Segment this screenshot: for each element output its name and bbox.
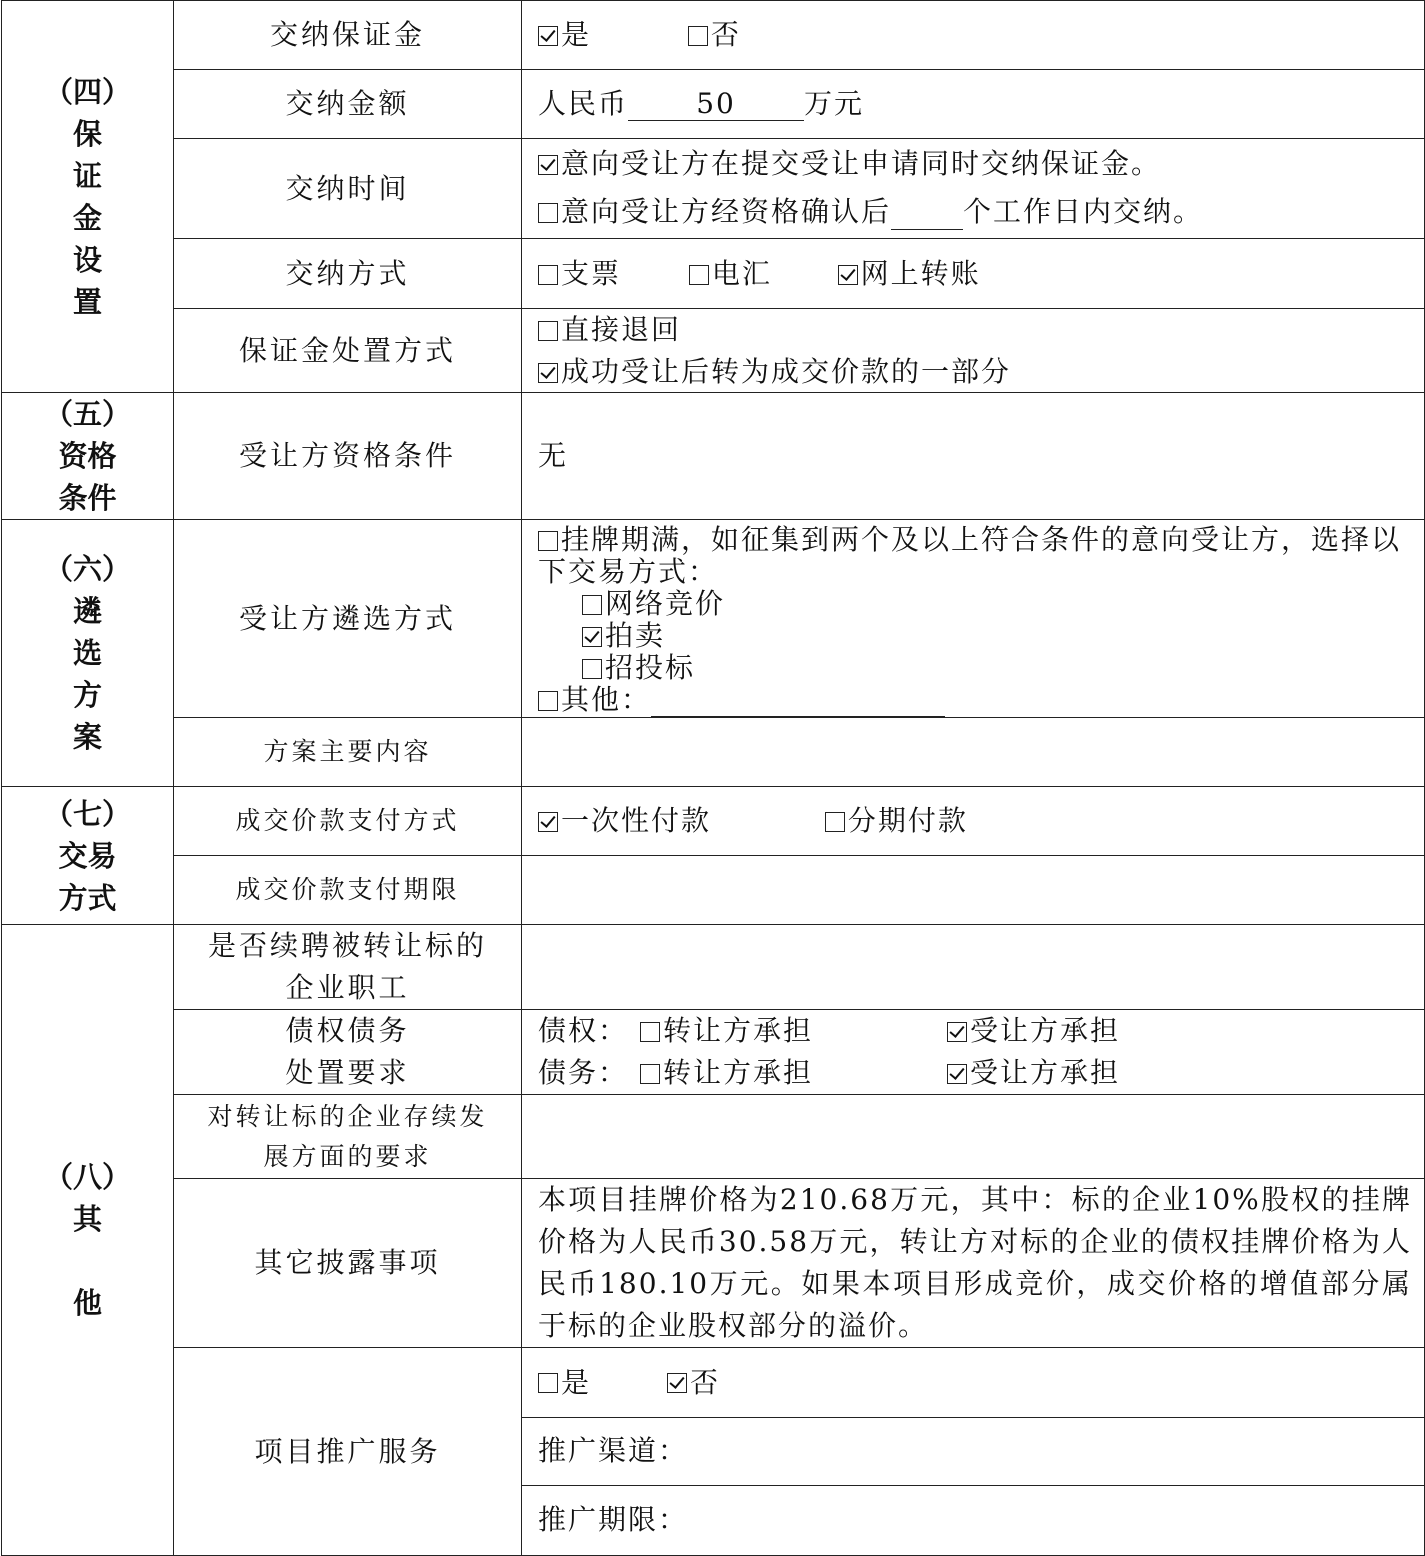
listing-expiry-text: 挂牌期满，如征集到两个及以上符合条件的意向受让方，选择以下交易方式： [538,523,1402,588]
promotion-service-label: 项目推广服务 [174,1348,522,1556]
checkbox-unchecked-icon[interactable] [538,691,558,711]
option-no: 否 [690,1366,721,1400]
deposit-amount-label: 交纳金额 [174,70,522,139]
selection-method-label: 受让方遴选方式 [174,520,522,718]
plan-content-value [522,718,1425,787]
debt-transferor-option: 转让方承担 [663,1056,814,1089]
debt-transferee-option: 受让方承担 [970,1056,1121,1089]
option-installment: 分期付款 [847,804,968,838]
days-blank [891,195,963,230]
checkbox-unchecked-icon[interactable] [538,531,558,551]
option-other: 其他： [561,683,652,716]
deposit-amount-value [522,70,1425,139]
checkbox-unchecked-icon[interactable] [582,595,602,615]
continuity-requirement-value [522,1095,1425,1179]
promotion-period-row [522,1486,1424,1554]
checkbox-unchecked-icon[interactable] [688,26,708,46]
checkbox-unchecked-icon[interactable] [640,1064,660,1084]
promotion-service-value [522,1348,1425,1556]
deposit-time-label: 交纳时间 [174,139,522,239]
continuity-requirement-label: 对转让标的企业存续发 展方面的要求 [174,1095,522,1179]
checkbox-checked-icon[interactable] [538,812,558,832]
section7-title: （七） 交易 方式 [2,787,174,925]
checkbox-unchecked-icon[interactable] [825,812,845,832]
section8-title: （八） 其 他 [2,925,174,1556]
employee-retention-value [522,925,1425,1010]
checkbox-unchecked-icon[interactable] [640,1022,660,1042]
debt-disposal-label: 债权债务 处置要求 [174,1010,522,1095]
deposit-method-value [522,239,1425,309]
option-after-qualification: 意向受让方经资格确认后 [561,195,892,228]
option-online-bidding: 网络竞价 [605,587,726,620]
qualification-value: 无 [522,393,1425,520]
employee-retention-label: 是否续聘被转让标的 企业职工 [174,925,522,1010]
promotion-choice-row [522,1350,1424,1418]
deposit-method-label: 交纳方式 [174,239,522,309]
claim-label: 债权： [538,1014,629,1047]
checkbox-checked-icon[interactable] [538,155,558,175]
option-refund: 直接退回 [561,312,682,346]
checkbox-checked-icon[interactable] [538,26,558,46]
qualification-label: 受让方资格条件 [174,393,522,520]
option-convert-to-price: 成功受让后转为成交价款的一部分 [561,354,1012,388]
deposit-time-value [522,139,1425,239]
debt-label: 债务： [538,1056,629,1089]
deposit-required-label: 交纳保证金 [174,1,522,70]
option-auction: 拍卖 [605,619,666,652]
checkbox-checked-icon[interactable] [947,1022,967,1042]
deposit-disposal-value [522,309,1425,393]
checkbox-checked-icon[interactable] [582,627,602,647]
payment-method-value [522,787,1425,856]
disclosure-table [1,0,1425,1556]
other-blank [651,684,945,717]
option-lump-sum: 一次性付款 [561,804,712,838]
deposit-required-value [522,1,1425,70]
checkbox-checked-icon[interactable] [838,265,858,285]
promotion-channel-row [522,1418,1424,1486]
option-cheque: 支票 [561,256,622,290]
section6-title: （六） 遴 选 方 案 [2,520,174,787]
option-with-application: 意向受让方在提交受让申请同时交纳保证金。 [561,147,1162,181]
section5-title: （五） 资格 条件 [2,393,174,520]
claim-transferor-option: 转让方承担 [663,1014,814,1047]
option-after-qualification-suffix: 个工作日内交纳。 [963,195,1204,228]
checkbox-unchecked-icon[interactable] [538,265,558,285]
section4-title: （四） 保 证 金 设 置 [2,1,174,393]
option-online-transfer: 网上转账 [860,256,981,290]
option-wire: 电汇 [711,256,772,290]
deposit-disposal-label: 保证金处置方式 [174,309,522,393]
currency-prefix: 人民币 [538,86,629,120]
selection-method-value [522,520,1425,718]
checkbox-checked-icon[interactable] [667,1373,687,1393]
option-yes: 是 [561,1366,592,1400]
plan-content-label: 方案主要内容 [174,718,522,787]
promotion-period-label: 推广期限： [538,1502,689,1536]
payment-deadline-value [522,856,1425,925]
other-disclosure-value: 本项目挂牌价格为210.68万元，其中：标的企业10%股权的挂牌价格为人民币30.58万元，转让方对标的企业的债权挂牌价格为人民币180.10万元。如果本项目形成竞价，成交价格的增值部分属于标的企业股权部分的溢价。 [522,1179,1425,1348]
amount-field: 50 [628,87,804,122]
payment-deadline-label: 成交价款支付期限 [174,856,522,925]
promotion-channel-label: 推广渠道： [538,1434,689,1468]
currency-unit: 万元 [804,86,865,120]
option-tender: 招投标 [605,651,696,684]
option-no: 否 [710,18,741,52]
claim-transferee-option: 受让方承担 [970,1014,1121,1047]
payment-method-label: 成交价款支付方式 [174,787,522,856]
checkbox-unchecked-icon[interactable] [689,265,709,285]
checkbox-unchecked-icon[interactable] [538,321,558,341]
checkbox-unchecked-icon[interactable] [538,1373,558,1393]
checkbox-checked-icon[interactable] [947,1064,967,1084]
other-disclosure-label: 其它披露事项 [174,1179,522,1348]
checkbox-checked-icon[interactable] [538,363,558,383]
option-yes: 是 [561,18,592,52]
debt-disposal-value [522,1010,1425,1095]
checkbox-unchecked-icon[interactable] [538,203,558,223]
checkbox-unchecked-icon[interactable] [582,659,602,679]
